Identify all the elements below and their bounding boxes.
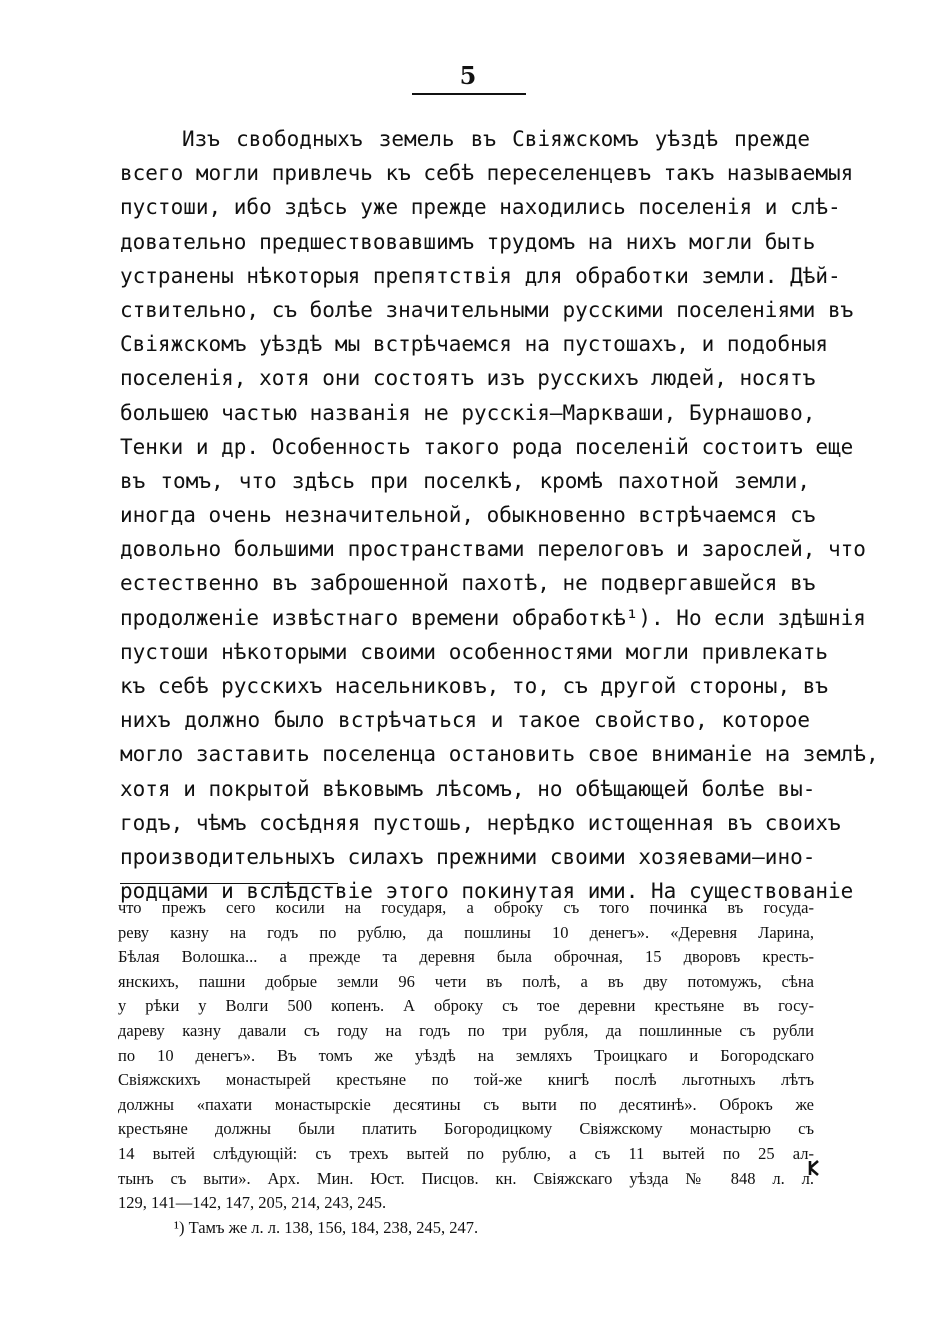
- footnote-line: должны «пахати монастырскіе десятины съ выти по десятинѣ». Оброкъ же: [118, 1094, 814, 1114]
- text-line: продолженіе извѣстнаго времени обработкѣ¹). Но если здѣшнія: [120, 605, 866, 630]
- text-line: большею частью названія не русскія—Маркваши, Бурнашово,: [120, 400, 816, 425]
- text-line: къ себѣ русскихъ насельниковъ, то, съ другой стороны, въ: [120, 674, 829, 698]
- footnote-line: реву казну на годъ по рублю, да пошлины 10 денегъ». «Деревня Ларина,: [118, 922, 814, 942]
- text-line: нихъ должно было встрѣчаться и такое свойство, которое: [120, 708, 810, 733]
- footnote-line: тынъ съ выти». Арх. Мин. Юст. Писцов. кн. Свіяжскаго уѣзда № 848 л. л.: [118, 1168, 814, 1188]
- footnote-line: крестьяне должны были платить Богородицкому Свіяжскому монастырю съ: [118, 1119, 814, 1139]
- footnote-1: ¹) Тамъ же л. л. 138, 156, 184, 238, 245, 247.: [174, 1217, 479, 1237]
- text-line: Изъ свободныхъ земель въ Свіяжскомъ уѣздѣ прежде: [182, 127, 810, 151]
- page-number: 5: [459, 61, 477, 90]
- footnote-line: что прежъ сего косили на государя, а оброку съ того починка въ госуда-: [118, 898, 814, 917]
- text-line: производительныхъ силахъ прежними своими хозяевами—ино-: [120, 844, 816, 869]
- footnote-line: Бѣлая Волошка... а прежде та деревня была оброчная, 15 дворовъ кресть-: [118, 947, 814, 967]
- text-line: всего могли привлечь къ себѣ переселенцевъ такъ называемыя: [120, 161, 854, 186]
- text-line: ствительно, съ болѣе значительными русскими поселеніями въ: [120, 297, 854, 322]
- text-line: довольно большими пространствами перелоговъ и зарослей, что: [120, 537, 866, 562]
- footnote-line: у рѣки у Волги 500 копенъ. А оброку съ тое деревни крестьяне въ госу-: [118, 996, 814, 1016]
- text-line: поселенія, хотя они состоятъ изъ русскихъ людей, носятъ: [120, 366, 816, 391]
- text-line: Тенки и др. Особенность такого рода поселеній состоитъ еще: [120, 434, 854, 459]
- text-line: родцами и вслѣдствіе этого покинутая ими. На существованіе: [120, 879, 854, 904]
- footnote-line: Свіяжскихъ монастырей крестьяне по той-же книгѣ послѣ льготныхъ лѣтъ: [118, 1070, 814, 1090]
- footnote-line: 14 вытей слѣдующій: съ трехъ вытей по рублю, а съ 11 вытей по 25 ал-: [118, 1143, 814, 1163]
- text-line: Свіяжскомъ уѣздѣ мы встрѣчаемся на пустошахъ, и подобныя: [120, 332, 829, 357]
- margin-mark-icon: [808, 1159, 820, 1177]
- text-line: устранены нѣкоторыя препятствія для обработки земли. Дѣй-: [120, 263, 841, 288]
- footnote-line: дареву казну давали съ году на годъ по три рубля, да пошлинные съ рубли: [118, 1020, 814, 1040]
- footnote-line: по 10 денегъ». Въ томъ же уѣздѣ на земляхъ Троицкаго и Богородскаго: [118, 1045, 814, 1065]
- text-line: иногда очень незначительной, обыкновенно встрѣчаемся съ: [120, 503, 816, 528]
- footnote-rule: [120, 883, 338, 884]
- text-line: довательно предшествовавшимъ трудомъ на нихъ могли быть: [120, 229, 816, 254]
- text-line: естественно въ заброшенной пахотѣ, не подвергавшейся въ: [120, 571, 816, 596]
- header-rule: [412, 93, 526, 95]
- text-line: пустоши нѣкоторыми своими особенностями могли привлекать: [120, 639, 829, 664]
- text-line: хотя и покрытой вѣковымъ лѣсомъ, но обѣщающей болѣе вы-: [120, 776, 816, 801]
- text-line: годъ, чѣмъ сосѣдняя пустошь, нерѣдко истощенная въ своихъ: [120, 810, 841, 835]
- text-line: въ томъ, что здѣсь при поселкѣ, кромѣ пахотной земли,: [120, 468, 810, 493]
- text-line: пустоши, ибо здѣсь уже прежде находились поселенія и слѣ-: [120, 195, 841, 220]
- text-line: могло заставить поселенца остановить свое вниманіе на землѣ,: [120, 742, 879, 767]
- footnotes: [118, 896, 814, 1240]
- footnote-line: 129, 141—142, 147, 205, 214, 243, 245.: [118, 1193, 387, 1213]
- main-text: [120, 122, 879, 908]
- footnote-line: янскихъ, пашни добрые земли 96 чети въ полѣ, а въ дву потомужъ, сѣна: [118, 971, 814, 991]
